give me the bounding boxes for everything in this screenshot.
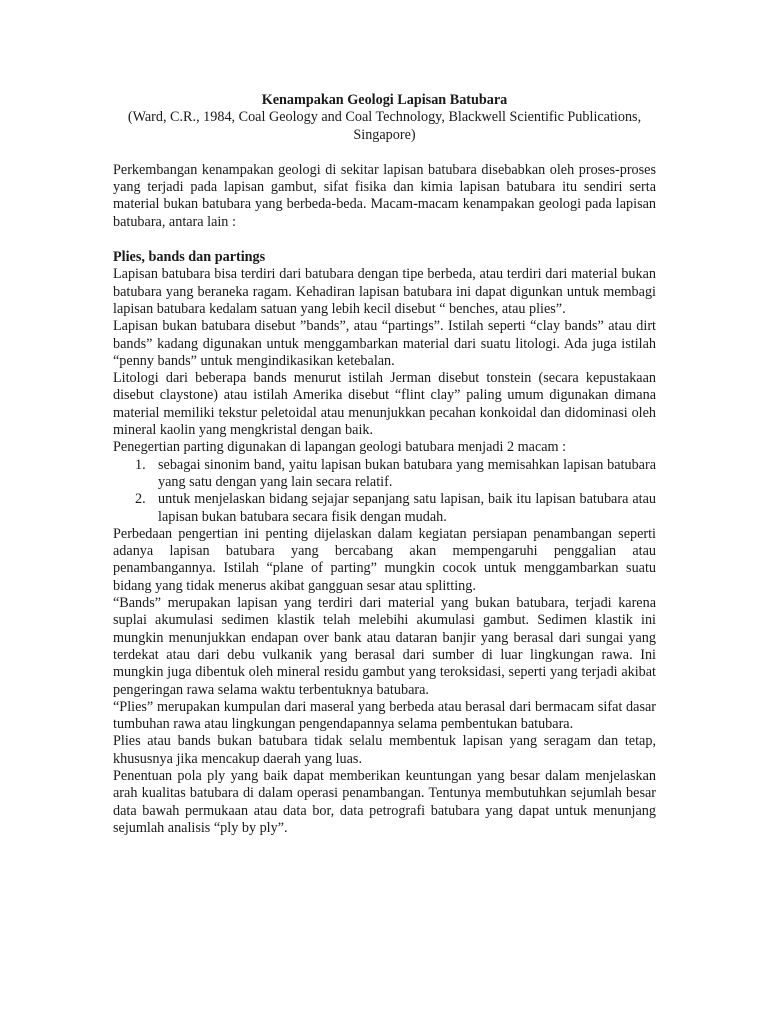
numbered-list (113, 457, 656, 526)
list-item (135, 491, 656, 526)
paragraph: Plies atau bands bukan batubara tidak selalu membentuk lapisan yang seragam dan tetap, khususnya jika mencakup daerah yang luas. (113, 733, 656, 767)
list-item (135, 456, 656, 492)
list-item-text: sebagai sinonim band, yaitu lapisan bukan batubara yang memisahkan lapisan batubara yang satu dengan yang lain secara relatif. (158, 456, 656, 490)
paragraph: Penegertian parting digunakan di lapangan geologi batubara menjadi 2 macam : (113, 439, 567, 456)
document-title: Kenampakan Geologi Lapisan Batubara (261, 92, 508, 108)
intro-paragraph: Perkembangan kenampakan geologi di sekitar lapisan batubara disebabkan oleh proses-proses yang terjadi pada lapisan gambut, sifat fisika dan kimia lapisan batubara itu sendiri serta material bukan batubara yang berbeda-beda. Macam-macam kenampakan geologi pada lapisan batubara, antara lain : (113, 161, 656, 230)
paragraph: Perbedaan pengertian ini penting dijelaskan dalam kegiatan persiapan penambangan seperti adanya lapisan batubara yang bercabang akan mempengaruhi penggalian atau penambangannya. Istilah “plane of parting” mungkin cocok untuk menggambarkan suatu bidang yang tidak menerus akibat gangguan sesar atau splitting. (113, 525, 656, 594)
document-citation: (Ward, C.R., 1984, Coal Geology and Coal Technology, Blackwell Scientific Publications, Singapore) (127, 109, 642, 143)
paragraph: Lapisan batubara bisa terdiri dari batubara dengan tipe berbeda, atau terdiri dari material bukan batubara yang beraneka ragam. Kehadiran lapisan batubara ini dapat digunkan untuk membagi lapisan batubara kedalam satuan yang lebih kecil disebut “ benches, atau plies”. (113, 266, 656, 317)
section-heading: Plies, bands dan partings (113, 249, 266, 266)
paragraph: Litologi dari beberapa bands menurut istilah Jerman disebut tonstein (secara kepustakaan disebut claystone) atau istilah Amerika disebut “flint clay” paling umum digunakan dimana material memiliki tekstur peletoidal atau menunjukkan pecahan konkoidal dan didominasi oleh mineral kaolin yang mengkristal dengan baik. (113, 370, 656, 439)
paragraph: “Plies” merupakan kumpulan dari maseral yang berbeda atau berasal dari bermacam sifat dasar tumbuhan rawa atau lingkungan pengendapannya selama pembentukan batubara. (113, 698, 656, 733)
paragraph: Penentuan pola ply yang baik dapat memberikan keuntungan yang besar dalam menjelaskan arah kualitas batubara di dalam operasi penambangan. Tentunya membutuhkan sejumlah besar data bawah permukaan atau data bor, data petrografi batubara yang dapat untuk menunjang sejumlah analisis “ply by ply”. (113, 767, 656, 836)
paragraph: “Bands” merupakan lapisan yang terdiri dari material yang bukan batubara, terjadi karena suplai akumulasi sedimen klastik telah melebihi akumulasi gambut. Sedimen klastik ini mungkin menunjukkan endapan over bank atau dataran banjir yang berasal dari sungai yang terdekat atau dari debu vulkanik yang berasal dari sumber di luar lingkungan rawa. Ini mungkin juga dibentuk oleh mineral residu gambut yang teroksidasi, seperti yang terjadi akibat pengeringan rawa selama waktu terbentuknya batubara. (113, 595, 656, 698)
list-item-number: 1. (135, 456, 146, 473)
paragraph: Lapisan bukan batubara disebut ”bands”, atau “partings”. Istilah seperti “clay bands” atau dirt bands” kadang digunakan untuk menggambarkan material dari suatu litologi. Ada juga istilah “penny bands” untuk mengindikasikan ketebalan. (113, 318, 656, 369)
list-item-number: 2. (135, 491, 146, 508)
list-item-text: untuk menjelaskan bidang sejajar sepanjang satu lapisan, baik itu lapisan batubara atau lapisan bukan batubara secara fisik dengan mudah. (158, 491, 656, 525)
